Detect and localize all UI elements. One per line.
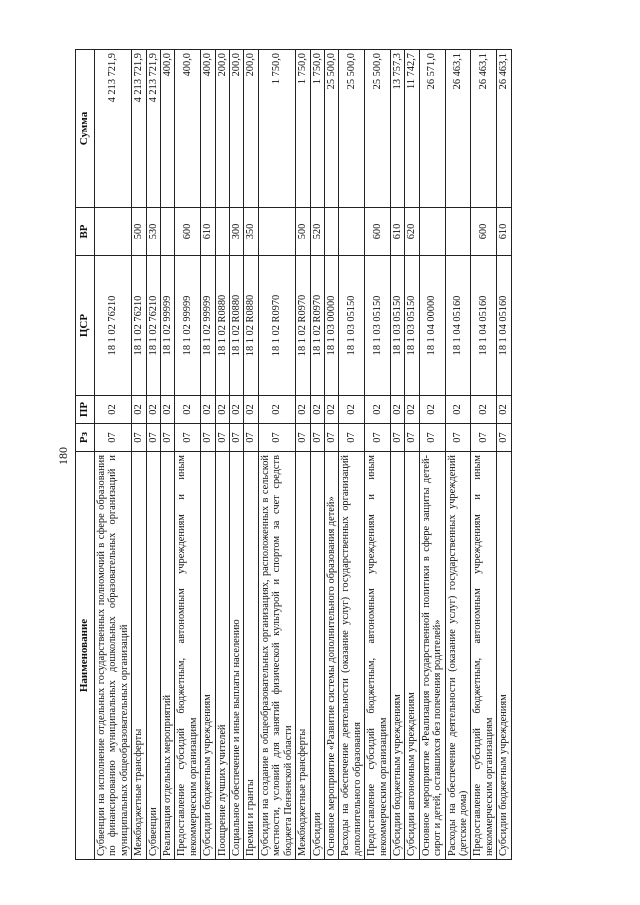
cell-csr: 18 1 03 00000: [324, 256, 338, 396]
cell-pr: 02: [132, 396, 146, 424]
table-row: [201, 50, 215, 860]
cell-sum: 1 750,0: [258, 50, 295, 208]
cell-csr: 18 1 04 05160: [471, 256, 497, 396]
cell-rz: 07: [161, 424, 175, 452]
table-row: [405, 50, 419, 860]
cell-sum: 25 500,0: [365, 50, 391, 208]
cell-name: Поощрение лучших учителей: [215, 452, 229, 860]
cell-csr: 18 1 04 00000: [419, 256, 445, 396]
cell-sum: 400,0: [175, 50, 201, 208]
cell-pr: 02: [258, 396, 295, 424]
cell-rz: 07: [310, 424, 324, 452]
cell-name: Расходы на обеспечение деятельности (оказание услуг) государственных учреждений (детские дома): [445, 452, 471, 860]
cell-rz: 07: [390, 424, 404, 452]
cell-pr: 02: [296, 396, 310, 424]
table-row: [95, 50, 132, 860]
cell-sum: 26 571,0: [419, 50, 445, 208]
cell-rz: 07: [146, 424, 160, 452]
table-row: [244, 50, 258, 860]
cell-vr: 610: [390, 208, 404, 256]
cell-sum: 4 213 721,9: [132, 50, 146, 208]
cell-vr: 500: [132, 208, 146, 256]
cell-csr: 18 1 02 76210: [132, 256, 146, 396]
budget-table: [75, 49, 512, 860]
cell-pr: 02: [161, 396, 175, 424]
cell-name: Субвенции: [146, 452, 160, 860]
header-sum: Сумма: [76, 50, 95, 208]
cell-name: Основное мероприятие «Развитие системы дополнительного образования детей»: [324, 452, 338, 860]
cell-name: Премии и гранты: [244, 452, 258, 860]
cell-vr: 300: [230, 208, 244, 256]
cell-sum: 26 463,1: [471, 50, 497, 208]
cell-vr: [324, 208, 338, 256]
cell-pr: 02: [244, 396, 258, 424]
cell-name: Субсидии: [310, 452, 324, 860]
cell-rz: 07: [365, 424, 391, 452]
cell-name: Субсидии автономным учреждениям: [405, 452, 419, 860]
cell-vr: [445, 208, 471, 256]
cell-sum: 400,0: [161, 50, 175, 208]
table-row: [365, 50, 391, 860]
cell-rz: 07: [324, 424, 338, 452]
table-header-row: [76, 50, 95, 860]
cell-pr: 02: [201, 396, 215, 424]
cell-pr: 02: [339, 396, 365, 424]
header-vr: ВР: [76, 208, 95, 256]
cell-pr: 02: [471, 396, 497, 424]
cell-rz: 07: [419, 424, 445, 452]
table-row: [310, 50, 324, 860]
cell-vr: 620: [405, 208, 419, 256]
cell-sum: 1 750,0: [310, 50, 324, 208]
cell-rz: 07: [445, 424, 471, 452]
cell-pr: 02: [445, 396, 471, 424]
cell-pr: 02: [405, 396, 419, 424]
cell-vr: 530: [146, 208, 160, 256]
cell-vr: [258, 208, 295, 256]
cell-rz: 07: [258, 424, 295, 452]
cell-pr: 02: [497, 396, 511, 424]
cell-vr: 610: [201, 208, 215, 256]
cell-vr: 520: [310, 208, 324, 256]
cell-vr: 610: [497, 208, 511, 256]
cell-pr: 02: [310, 396, 324, 424]
cell-vr: [95, 208, 132, 256]
header-pr: ПР: [76, 396, 95, 424]
cell-sum: 4 213 721,9: [95, 50, 132, 208]
cell-csr: 18 1 02 R0880: [244, 256, 258, 396]
cell-rz: 07: [296, 424, 310, 452]
cell-sum: 26 463,1: [445, 50, 471, 208]
cell-name: Предоставление субсидий бюджетным, автономным учреждениям и иным некоммерческим организациям: [471, 452, 497, 860]
cell-sum: 25 500,0: [339, 50, 365, 208]
cell-rz: 07: [95, 424, 132, 452]
cell-name: Реализация отдельных мероприятий: [161, 452, 175, 860]
cell-rz: 07: [405, 424, 419, 452]
table-row: [497, 50, 511, 860]
cell-rz: 07: [497, 424, 511, 452]
cell-sum: 200,0: [230, 50, 244, 208]
cell-rz: 07: [201, 424, 215, 452]
cell-sum: 11 742,7: [405, 50, 419, 208]
table-row: [175, 50, 201, 860]
cell-name: Межбюджетные трансферты: [132, 452, 146, 860]
cell-csr: 18 1 02 R0970: [296, 256, 310, 396]
cell-name: Межбюджетные трансферты: [296, 452, 310, 860]
cell-rz: 07: [175, 424, 201, 452]
cell-name: Субсидии на создание в общеобразовательных организациях, расположенных в сельской местности, условий для занятий физической культурой и спортом за счет средств бюджета Пензенской области: [258, 452, 295, 860]
cell-vr: 500: [296, 208, 310, 256]
table-row: [146, 50, 160, 860]
table-row: [471, 50, 497, 860]
table-row: [324, 50, 338, 860]
cell-sum: 4 213 721,9: [146, 50, 160, 208]
cell-vr: 600: [365, 208, 391, 256]
cell-rz: 07: [230, 424, 244, 452]
cell-pr: 02: [365, 396, 391, 424]
cell-name: Основное мероприятие «Реализация государственной политики в сфере защиты детей-сирот и детей, оставшихся без попечения родителей»: [419, 452, 445, 860]
cell-rz: 07: [215, 424, 229, 452]
cell-csr: 18 1 02 99999: [175, 256, 201, 396]
cell-name: Субсидии бюджетным учреждениям: [497, 452, 511, 860]
rotated-page-content: [75, 50, 540, 860]
header-name: Наименование: [76, 452, 95, 860]
cell-csr: 18 1 02 76210: [95, 256, 132, 396]
cell-sum: 25 500,0: [324, 50, 338, 208]
cell-rz: 07: [339, 424, 365, 452]
cell-pr: 02: [230, 396, 244, 424]
cell-vr: [161, 208, 175, 256]
table-row: [258, 50, 295, 860]
cell-name: Расходы на обеспечение деятельности (оказание услуг) государственных организаций дополнительного образования: [339, 452, 365, 860]
cell-csr: 18 1 02 99999: [161, 256, 175, 396]
cell-csr: 18 1 02 R0880: [215, 256, 229, 396]
cell-sum: 400,0: [201, 50, 215, 208]
cell-csr: 18 1 03 05150: [365, 256, 391, 396]
cell-csr: 18 1 03 05150: [339, 256, 365, 396]
table-body: [95, 50, 512, 860]
cell-csr: 18 1 03 05150: [405, 256, 419, 396]
cell-pr: 02: [215, 396, 229, 424]
table-row: [419, 50, 445, 860]
cell-sum: 1 750,0: [296, 50, 310, 208]
header-csr: ЦСР: [76, 256, 95, 396]
cell-name: Субсидии бюджетным учреждениям: [201, 452, 215, 860]
cell-csr: 18 1 04 05160: [445, 256, 471, 396]
cell-csr: 18 1 02 R0970: [258, 256, 295, 396]
cell-pr: 02: [390, 396, 404, 424]
cell-name: Субвенции на исполнение отдельных государственных полномочий в сфере образования по финансированию муниципальных дошкольных образовательных организаций и муниципальных общеобразовательных организаций: [95, 452, 132, 860]
cell-name: Предоставление субсидий бюджетным, автономным учреждениям и иным некоммерческим организациям: [175, 452, 201, 860]
cell-rz: 07: [244, 424, 258, 452]
table-row: [230, 50, 244, 860]
cell-rz: 07: [471, 424, 497, 452]
cell-pr: 02: [324, 396, 338, 424]
cell-pr: 02: [419, 396, 445, 424]
cell-csr: 18 1 02 76210: [146, 256, 160, 396]
cell-vr: 600: [471, 208, 497, 256]
cell-vr: [419, 208, 445, 256]
cell-vr: [339, 208, 365, 256]
cell-sum: 26 463,1: [497, 50, 511, 208]
cell-pr: 02: [175, 396, 201, 424]
cell-csr: 18 1 03 05150: [390, 256, 404, 396]
table-row: [445, 50, 471, 860]
table-row: [339, 50, 365, 860]
cell-name: Субсидии бюджетным учреждениям: [390, 452, 404, 860]
table-row: [132, 50, 146, 860]
table-row: [215, 50, 229, 860]
cell-rz: 07: [132, 424, 146, 452]
cell-pr: 02: [146, 396, 160, 424]
cell-name: Предоставление субсидий бюджетным, автономным учреждениям и иным некоммерческим организациям: [365, 452, 391, 860]
cell-csr: 18 1 02 R0880: [230, 256, 244, 396]
header-rz: Рз: [76, 424, 95, 452]
table-row: [390, 50, 404, 860]
page-number: 180: [56, 447, 70, 465]
cell-pr: 02: [95, 396, 132, 424]
cell-vr: 350: [244, 208, 258, 256]
cell-csr: 18 1 04 05160: [497, 256, 511, 396]
cell-csr: 18 1 02 R0970: [310, 256, 324, 396]
cell-sum: 13 757,3: [390, 50, 404, 208]
cell-name: Социальное обеспечение и иные выплаты населению: [230, 452, 244, 860]
cell-vr: [215, 208, 229, 256]
cell-csr: 18 1 02 99999: [201, 256, 215, 396]
cell-vr: 600: [175, 208, 201, 256]
cell-sum: 200,0: [215, 50, 229, 208]
cell-sum: 200,0: [244, 50, 258, 208]
table-row: [161, 50, 175, 860]
table-row: [296, 50, 310, 860]
